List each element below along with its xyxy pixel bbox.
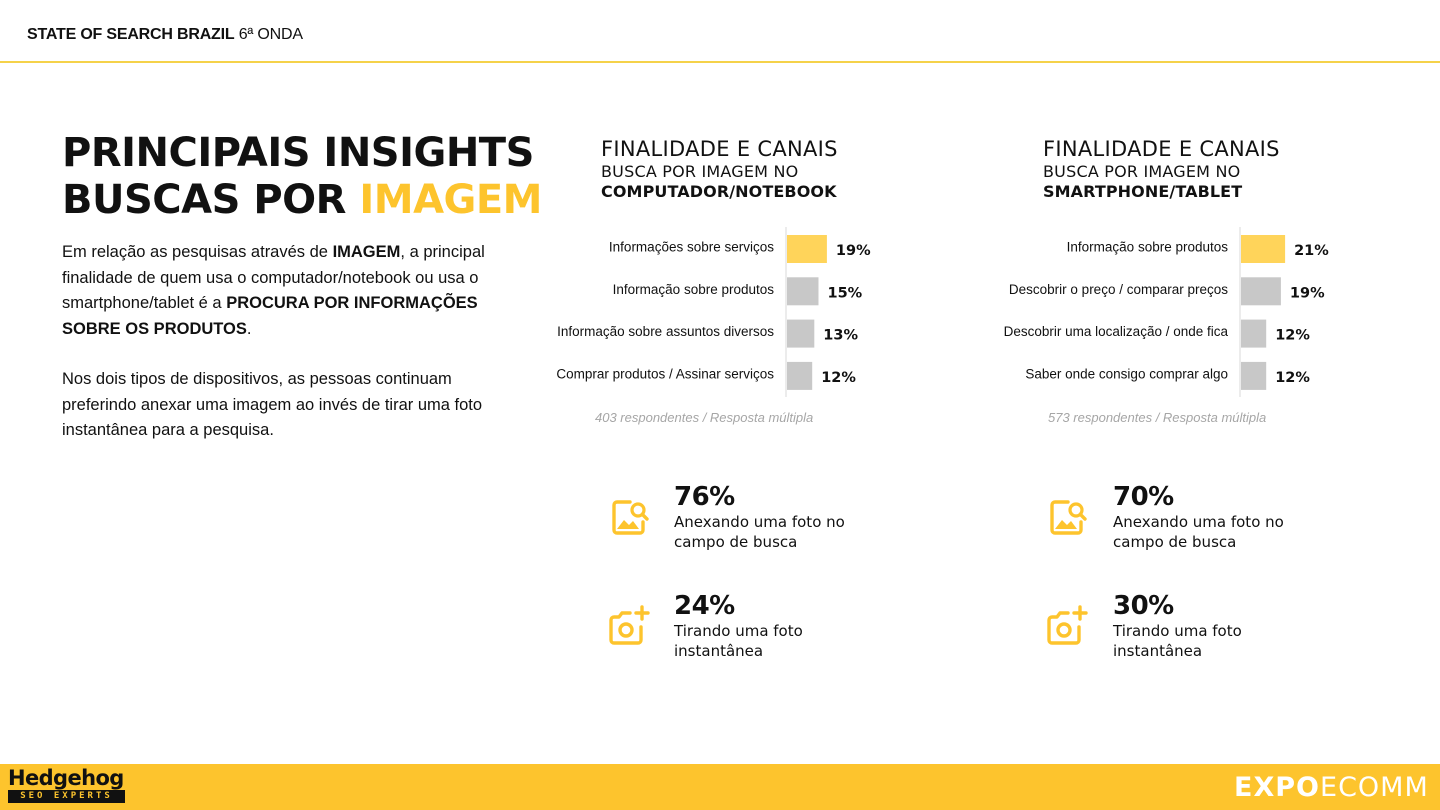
chart-computer-svg [540,225,940,400]
chart-computer-value-label: 12% [821,369,856,386]
chart-computer-value-label: 15% [827,285,863,302]
chart-computer-title-block [601,136,838,202]
chart-smartphone-category-label: Descobrir o preço / comparar preços [1008,281,1228,297]
chart-smartphone-title-block [1043,136,1280,202]
page-title-highlight: IMAGEM [359,177,542,223]
chart-smartphone-bar [1241,362,1266,390]
stat-computer-photo-value: 24% [674,591,735,621]
stat-smartphone-attach-value: 70% [1113,482,1174,512]
chart-computer-category-label: Informações sobre serviços [608,239,774,255]
stat-smartphone-photo-label: Tirando uma foto instantânea [1113,622,1242,660]
hedgehog-logo-sub: SEO EXPERTS [8,790,125,803]
chart-computer-category-label: Informação sobre assuntos diversos [557,324,774,340]
hedgehog-logo [8,767,125,803]
chart-computer-bar [787,362,812,390]
p1-text-3: . [246,319,252,338]
chart-computer-subtitle: BUSCA POR IMAGEM NO [601,162,799,181]
insight-paragraph-2: Nos dois tipos de dispositivos, as pessoas continuam preferindo anexar uma imagem ao invés de tirar uma foto instantânea para a pesquisa. [62,370,483,439]
chart-smartphone-category-label: Informação sobre produtos [1066,239,1228,255]
chart-computer-bar [787,235,827,263]
chart-computer-bar [787,320,814,348]
chart-smartphone-value-label: 12% [1275,327,1310,344]
chart-smartphone-value-label: 19% [1289,285,1325,302]
chart-smartphone-note: 573 respondentes / Resposta múltipla [1048,410,1267,425]
camera-add-icon [1044,603,1088,652]
insight-paragraph-1 [62,240,502,342]
chart-computer-value-label: 13% [823,327,859,344]
p1-text-2: , a principal finalidade de quem usa o computador/notebook ou usa o smartphone/tablet é a [62,243,485,312]
chart-smartphone-bar [1241,277,1281,305]
stat-smartphone-photo-value: 30% [1113,591,1174,621]
chart-smartphone-category-label: Saber onde consigo comprar algo [1025,366,1228,382]
hedgehog-logo-name: Hedgehog [8,766,124,790]
image-search-icon [608,495,652,544]
chart-smartphone [990,225,1390,400]
chart-smartphone-svg [990,225,1390,400]
expo-logo-bold: EXPO [1234,772,1321,803]
chart-computer-note: 403 respondentes / Resposta múltipla [595,410,814,425]
chart-smartphone-value-label: 21% [1294,243,1329,259]
chart-smartphone-subtitle: BUSCA POR IMAGEM NO [1043,162,1241,181]
chart-computer-title: FINALIDADE E CANAIS [601,137,838,161]
chart-computer-value-label: 19% [835,243,871,259]
header-title-bold: STATE OF SEARCH BRAZIL [27,26,235,43]
p1-text-1: Em relação as pesquisas através de [62,243,333,261]
chart-computer-subtitle-bold: COMPUTADOR/NOTEBOOK [601,182,837,201]
header-title-rest: 6ª ONDA [234,26,303,43]
page-title-line1: PRINCIPAIS INSIGHTS [62,130,534,176]
chart-smartphone-value-label: 12% [1275,369,1310,386]
chart-computer-category-label: Comprar produtos / Assinar serviços [556,366,774,382]
chart-computer-category-label: Informação sobre produtos [612,281,774,297]
chart-smartphone-title: FINALIDADE E CANAIS [1043,137,1280,161]
chart-smartphone-category-label: Descobrir uma localização / onde fica [1003,324,1228,340]
expo-logo-thin: ECOMM [1320,772,1429,803]
stat-computer-attach-label: Anexando uma foto no campo de busca [674,513,845,551]
stat-smartphone-attach-label: Anexando uma foto no campo de busca [1113,513,1284,551]
image-search-icon [1046,495,1090,544]
chart-smartphone-subtitle-bold: SMARTPHONE/TABLET [1043,182,1243,201]
chart-computer [540,225,940,400]
page-title-prefix: BUSCAS POR [62,177,360,223]
camera-add-icon [606,603,650,652]
stat-computer-photo-label: Tirando uma foto instantânea [674,622,803,660]
chart-computer-bar [787,277,819,305]
chart-smartphone-bar [1241,235,1285,263]
stat-computer-attach-value: 76% [674,482,735,512]
chart-smartphone-bar [1241,320,1266,348]
page-title-line2 [62,177,542,224]
expoecomm-logo [1234,773,1429,803]
p1-bold-1: IMAGEM [332,243,401,261]
footer-bar [0,764,1440,810]
header-title [27,26,303,44]
page-title [62,130,542,224]
p1-bold-2: PROCURA POR INFORMAÇÕES SOBRE OS PRODUTOS [62,294,478,338]
